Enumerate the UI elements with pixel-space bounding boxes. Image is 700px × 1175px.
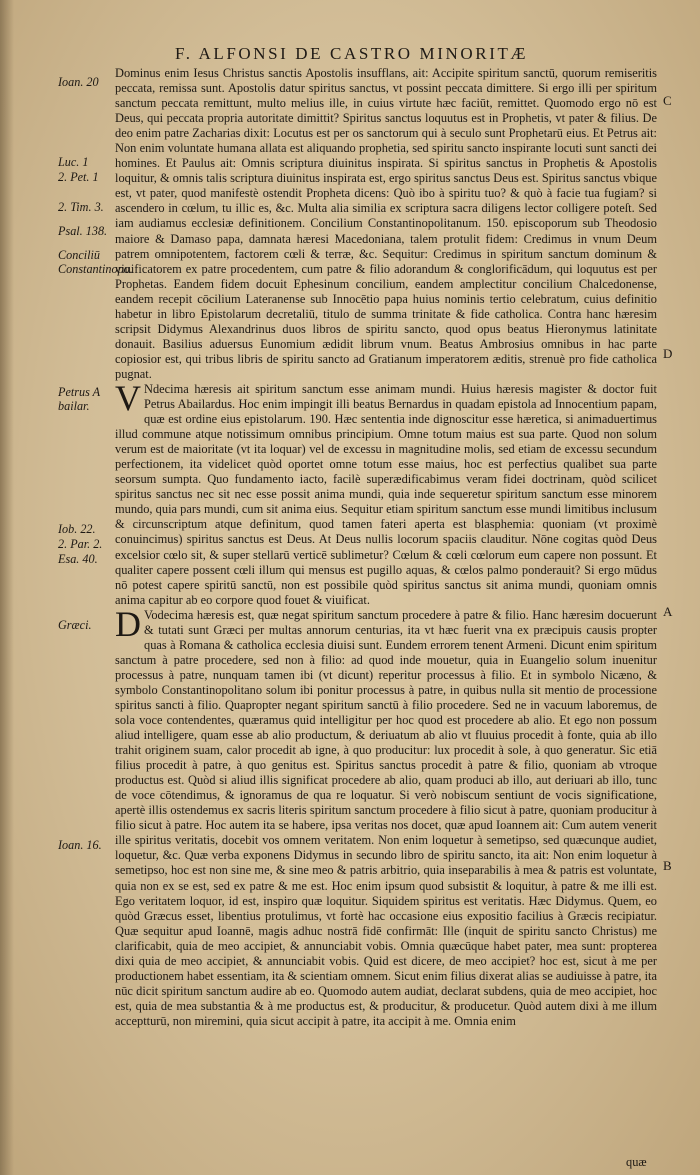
section-marker-letter: D <box>663 346 673 361</box>
margin-reference: Iob. 22. <box>58 522 96 536</box>
paragraph-body: Vodecima hæresis est, quæ negat spiritum sanctum procedere à patre & filio. Hanc hæresim docuerunt & tutati sunt Græci per multas annorum centurias, ita vt hæc fuerit vna ex præcipuis causis propter quas à Romana & catholica ecclesia diuisi sunt. Eundem errorem tenent Armeni. Dicunt enim spiritum sanctum à patre procedere, sed non à filio: ad quod inde mouetur, quia in Euangelio solum inuenitur processus à patre, nunquam tamen ibi (vt dicunt) reperitur processus à filio. Et in symbolo Nicæno, & symbolo Constantinopolitano solum ibi ponitur processus à patre, in quibus nulla sit mentio de processione spiritus sancti à filio. Quapropter negant spiritum sanctū à filio procedere. Sed ne in vacuum laboremus, de sola voce contendentes, quæramus quid intelligitur per hoc quod est procedere ab alio. Et ego non possum aliud intelligere, quam esse ab alio productum, & deriuatum ab alio vt fluuius procedit à fonte, quia ab illo trahit originem suam, calor procedit ab igne, à quo producitur: lux procedit à sole, à quo generatur. Sic etiā filius procedit à patre, à quo genitus est. Spiritus sanctus procedit à patre & filio, quoniam ab vtroque productus est. Quòd si aliud illis significat procedere ab alio, quam produci ab illo, aut deriuari ab illo, tunc de voce cōtendimus, & ignoramus de qua re loquatur. Si verò nobiscum sentiunt de vocis significatione, apertè illis ostendemus ex sacris literis spiritum sanctum procedere à filio sicut à patre, quoniam producitur à filio sicut à patre. Hoc autem ita se habere, ipsa veritas nos docet, quæ apud Ioannem ait: Cum autem venerit ille spiritus veritatis, docebit vos omnem veritatem. Non enim loquetur à semetipso, sed quæcunque audiet, loquetur, &c. Quæ verba exponens Didymus in secundo libro de spiritu sancto, ita ait: Non enim loquetur à semetipso, hoc est non sine me, & sine meo & patris arbitrio, quia inseparabilis à mea & patris est voluntate, quia non ex se est, sed ex patre & me est. Hoc enim ipsum quod subsistit & loquitur, à patre & me illi est. Ego veritatem loquor, id est, inspiro quæ loquitur. Siquidem spiritus est veritatis. Hæc Didymus. Quem, eo quòd Græcus esset, libentius protulimus, vt fortè hac occasione eius expositio facilius à Græcis recipiatur. Quæ sequitur apud Ioannē, magis adhuc nostrā fidē confirmāt: Ille (inquit de spiritu sancto Christus) me clarificabit, quia de meo accipiet, & annunciabit vobis. Omnia quæcūque habet pater, mea sunt: propterea dixi quia de meo accipiet, & annunciabit vobis. Quid est dicere, de meo accipiet? hoc est, sicut à me per productionem habet essentiam, ita & scientiam omnem. Sicut enim filius dixerat alias se audiuisse à patre, ita nūc dicit spiritum sanctum audire ab eo. Quomodo autem audiat, declarat subdens, quia de meo accipiet, hoc est, quia de mea substantia & à me productus est, & producitur, & producetur. Quòd autem dixi à me illum acceptturū, non miremini, quia sicut accipit à patre, ita accipit à me. Omnia enim <box>115 607 657 1028</box>
margin-reference: Esa. 40. <box>58 552 98 566</box>
margin-reference: 2. Par. 2. <box>58 537 103 551</box>
margin-reference: Ioan. 16. <box>58 838 102 852</box>
margin-reference: 2. Pet. 1 <box>58 170 99 184</box>
margin-reference: Luc. 1 <box>58 155 89 169</box>
section-marker-letter: A <box>663 604 673 619</box>
running-head: F. ALFONSI DE CASTRO MINORITÆ <box>175 44 529 63</box>
drop-cap-letter: V <box>115 377 141 418</box>
section-marker-letter: C <box>663 93 672 108</box>
drop-cap-letter: D <box>115 603 141 644</box>
catchword: quæ <box>626 1155 647 1169</box>
paragraph-twelfth-heresy <box>115 603 657 1029</box>
section-marker-letter: B <box>663 858 672 873</box>
margin-reference: 2. Tim. 3. <box>58 200 104 214</box>
margin-reference: Petrus A bailar. <box>58 385 100 413</box>
page-edge-shadow <box>0 0 14 1175</box>
paragraph-tenth-heresy-conclusion: Dominus enim Iesus Christus sanctis Apostolis insufflans, ait: Accipite spiritum sanctū, quorum remiseritis peccata, remissa sunt. Apostolis datur spiritus sanctus, vt possint peccata dimittere. Si ergo illi per spiritum sanctum peccata remittunt, multo melius ille, in cuius virtute hæc faciūt, remittet. Quomodo ergo nō est Deus, qui peccata propria autoritate dimittit? Spiritus sanctus loquutus est in Prophetis, vt pater & filius. De deo enim patre Zacharias dixit: Locutus est per os sanctorum qui à seculo sunt Prophetarū eius. Et Petrus ait: Non enim voluntate humana allata est aliquando prophetia, sed spiritu sancto inspirante locuti sunt sancti dei homines. Et Paulus ait: Omnis scriptura diuinitus inspirata. Si spiritus sanctus in Prophetis & Apostolis loquitur, & omnis talis scriptura diuinitus inspirata est, ergo spiritus sanctus Deus est. Spiritus sanctus vbique est, vt pater, quod manifestè ostendit Propheta dicens: Quò ibo à spiritu tuo? & quò à facie tua fugiam? si ascendero in cœlum, tu illic es, &c. Multa alia similia ex scriptura sacra diligens lector colligere poteſt. Sed iam audiamus ecclesiæ definitionem. Concilium Constantinopolitanum. 150. episcoporum sub Theodosio maiore & Damaso papa, damnata hæresi Macedoniana, talem protulit fidem: Credimus in vnum Deum patrem omnipotentem, factorem cœli & terræ, &c. Sequitur: Credimus in spiritum sanctum dominum & viuificatorem ex patre procedentem, cum patre & filio adorandum & conglorificādum, qui loquutus est per Prophetas. Eandem fidem docuit Ephesinum concilium, eandem amplectitur concilium Chalcedonense, eandem recepit cōcilium Lateranense sub Innocētio papa huius nominis tertio celebratum, cuius definitio habetur in libro Epistolarum decretaliū, titulo de summa trinitate & fide catholica. Contra hanc hæresim scripsit Didymus Alexandrinus duos libros de spiritu sancto, quod opus beatus Hieronymus latinitate donauit. Basilius aduersus Eunomium ædidit librum vnum. Beatus Ambrosius omnibus in hac parte copiosior est, qui tribus libris de spiritu sancto ad Gratianum imperatorem æditis, strenuè pro fide catholica pugnat. <box>115 66 657 381</box>
margin-reference: Psal. 138. <box>58 224 108 238</box>
margin-reference: Græci. <box>58 618 92 632</box>
paragraph-eleventh-heresy <box>115 377 657 608</box>
paragraph-body: Ndecima hæresis ait spiritum sanctum esse animam mundi. Huius hæresis magister & doctor fuit Petrus Abailardus. Hoc enim impingit illi beatus Bernardus in quadam epistola ad Innocentium papam, quæ est ordine eius epistolarum. 190. Hæc sententia inde dignoscitur esse hæretica, si animaduertimus illud commune atque notissimum omnibus principium. Omne totum maius est sua parte. Quod non solum verum est de maioritate (vt ita loquar) vel de excessu in magnitudine molis, sed etiam de excessu secundum perfectionem, ita videlicet quòd oportet omne totum esse maius, hoc est perfectius qualibet sua parte seorsum sumpta. Quo fundamento iacto, facilè superædificabimus veram fidei doctrinam, quòd scilicet spiritus sanctus nec sit nec esse possit anima mundi, quia inde sequeretur spiritum sanctum esse minorem mundo, quia pars mundi, cum sit anima eius. Sequitur etiam spiritum sanctum esse mundi limitibus inclusum & circunscriptum atque definitum, quod tamen fateri aperta est blasphemia: quoniam (vt proximè conuincimus) spiritus sanctus est Deus. At Deus nullis locorum spaciis clauditur. Nōne cogitas quòd Deus excelsior cœlo sit, & super stellarū verticē sublimetur? Cœlum & cœli cœlorum eum capere non possunt. Et qualiter capere possent cœli illum qui mensus est pugillo aquas, & cœlos palmo ponderauit? Si ergo mūdus nō potest capere spiritū sanctū, non est possibile quòd spiritus sanctus sit anima mundi, quoniam omnis anima capitur ab eo corpore quod fouet & viuificat. <box>115 381 657 607</box>
margin-reference: Conciliū Constantinopo. <box>58 248 133 276</box>
margin-reference: Ioan. 20 <box>58 75 99 89</box>
main-text <box>115 66 657 1029</box>
